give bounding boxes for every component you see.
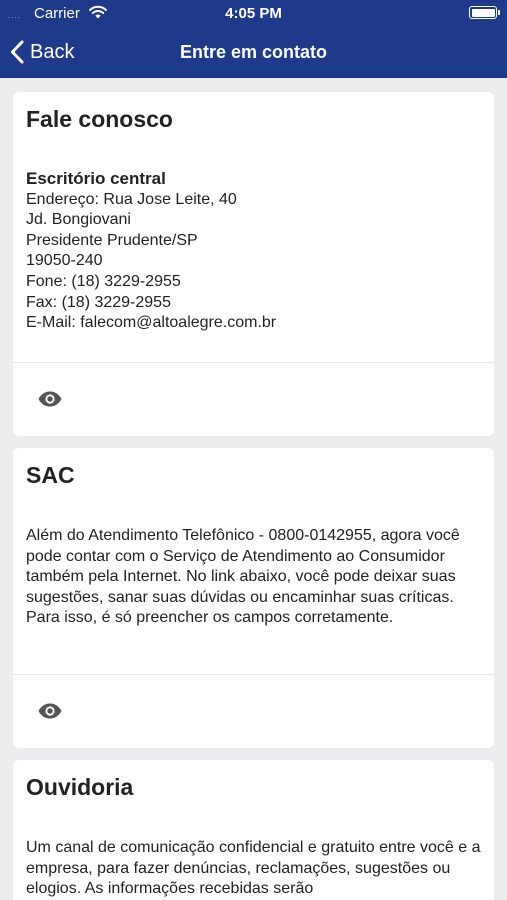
- city-line: Presidente Prudente/SP: [26, 231, 198, 249]
- card-sac: [13, 448, 494, 748]
- card-title: Ouvidoria: [26, 774, 134, 800]
- navigation-bar: [0, 26, 507, 78]
- address-line: Endereço: Rua Jose Leite, 40: [26, 190, 237, 208]
- phone-line: Fone: (18) 3229-2955: [26, 272, 181, 290]
- card-fale-conosco: [13, 92, 494, 436]
- card-divider: [13, 362, 494, 363]
- status-time: 4:05 PM: [225, 5, 282, 22]
- card-divider: [13, 674, 494, 675]
- header-bar: [0, 0, 507, 78]
- district-line: Jd. Bongiovani: [26, 211, 131, 229]
- card-ouvidoria: [13, 760, 494, 900]
- card-subtitle: Escritório central: [26, 169, 166, 188]
- carrier-label: Carrier: [34, 5, 80, 22]
- email-line: E-Mail: falecom@altoalegre.com.br: [26, 314, 277, 332]
- signal-icon: ....: [8, 11, 21, 20]
- battery-icon: [469, 6, 497, 19]
- eye-icon[interactable]: [37, 702, 63, 720]
- card-title: SAC: [26, 462, 75, 488]
- status-bar: [0, 0, 507, 26]
- fax-line: Fax: (18) 3229-2955: [26, 293, 171, 311]
- zip-line: 19050-240: [26, 252, 103, 270]
- card-body: Além do Atendimento Telefônico - 0800-0142955, agora você pode contar com o Serviço de Atendimento ao Consumidor também pela Internet. No link abaixo, você pode deixar suas sugestões, sanar suas dúvidas ou encaminhar suas críticas. Para isso, é só preencher os campos corretamente.: [26, 527, 460, 627]
- card-body: [26, 169, 484, 334]
- card-body: Um canal de comunicação confidencial e gratuito entre você e a empresa, para fazer denúncias, reclamações, sugestões ou elogios. As informações recebidas serão: [26, 839, 481, 898]
- eye-icon[interactable]: [37, 390, 63, 408]
- page-title: Entre em contato: [179, 42, 328, 62]
- back-label: Back: [30, 40, 75, 63]
- card-title: Fale conosco: [26, 106, 173, 132]
